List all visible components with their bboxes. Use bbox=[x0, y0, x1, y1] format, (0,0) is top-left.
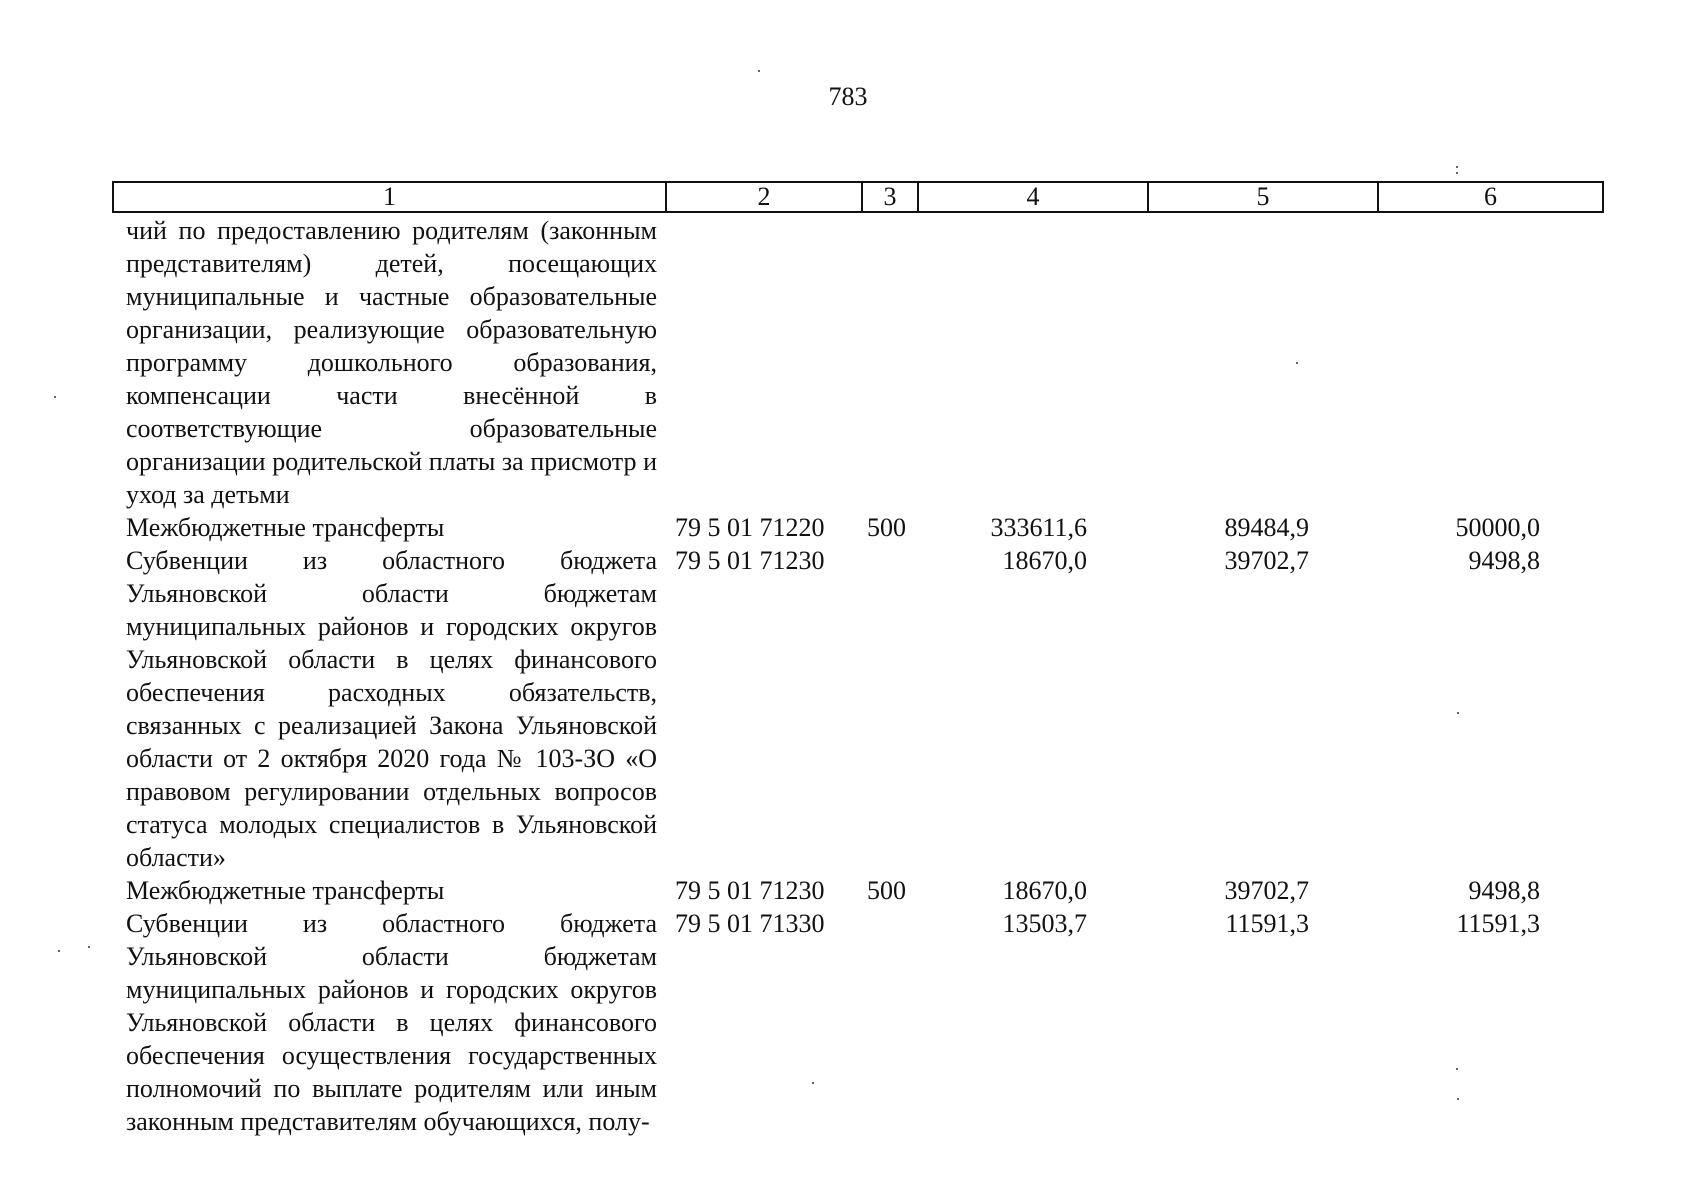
row-code: 79 5 01 71230 bbox=[675, 546, 825, 575]
table-row bbox=[112, 511, 1602, 544]
column-header-5: 5 bbox=[1148, 182, 1378, 212]
row-value-6: 9498,8 bbox=[1468, 546, 1540, 575]
scan-speck bbox=[1456, 1068, 1458, 1070]
row-name: Субвенции из областного бюджета Ульяновской области бюджетам муниципальных районов и городских округов Ульяновской области в целях финансового обеспечения расходных обязательств, связанных с реализацией Закона Ульяновской области от 2 октября 2020 года № 103-ЗО «О правовом регулировании отдельных вопросов статуса молодых специалистов в Ульяновской области» bbox=[126, 546, 657, 872]
row-vr bbox=[861, 907, 917, 1138]
table-header bbox=[112, 181, 1604, 213]
scan-speck bbox=[1457, 1098, 1459, 1100]
scan-speck bbox=[812, 1082, 814, 1084]
row-value-6 bbox=[1377, 214, 1602, 511]
budget-table bbox=[112, 214, 1602, 1138]
scan-speck bbox=[58, 950, 60, 952]
row-code: 79 5 01 71330 bbox=[675, 909, 825, 938]
row-vr bbox=[861, 544, 917, 874]
table-row bbox=[112, 874, 1602, 907]
row-name: чий по предоставлению родителям (законным представителям) детей, посещающих муниципальные и частные образовательные организации, реализующие образовательную программу дошкольного образования, компенсации части внесённой в соответствующие образовательные организации родительской платы за присмотр и уход за детьми bbox=[126, 216, 657, 509]
row-code: 79 5 01 71230 bbox=[675, 876, 825, 905]
row-code bbox=[665, 214, 861, 511]
scan-speck bbox=[1457, 712, 1459, 714]
column-header-1: 1 bbox=[113, 182, 666, 212]
row-value-5: 89484,9 bbox=[1224, 513, 1309, 542]
row-code: 79 5 01 71220 bbox=[675, 513, 825, 542]
scan-speck bbox=[54, 396, 56, 398]
row-value-5: 11591,3 bbox=[1225, 909, 1309, 938]
row-vr: 500 bbox=[867, 513, 906, 542]
table-row bbox=[112, 544, 1602, 874]
column-header-3: 3 bbox=[862, 182, 918, 212]
row-value-4: 18670,0 bbox=[1002, 876, 1087, 905]
scan-speck bbox=[758, 70, 760, 72]
scan-speck bbox=[1296, 362, 1298, 364]
scan-speck bbox=[1456, 166, 1458, 168]
column-header-2: 2 bbox=[666, 182, 862, 212]
column-header-4: 4 bbox=[918, 182, 1148, 212]
row-name: Субвенции из областного бюджета Ульяновской области бюджетам муниципальных районов и городских округов Ульяновской области в целях финансового обеспечения осуществления государственных полномочий по выплате родителям или иным законным представителям обучающихся, полу- bbox=[126, 909, 657, 1136]
row-vr bbox=[861, 214, 917, 511]
row-value-6: 9498,8 bbox=[1468, 876, 1540, 905]
page-number: 783 bbox=[828, 82, 868, 111]
row-value-4: 333611,6 bbox=[990, 513, 1087, 542]
row-value-4: 13503,7 bbox=[1002, 909, 1087, 938]
row-vr: 500 bbox=[867, 876, 906, 905]
scan-speck bbox=[1456, 172, 1458, 174]
row-value-5: 39702,7 bbox=[1224, 546, 1309, 575]
row-value-5 bbox=[1147, 214, 1377, 511]
row-value-6: 11591,3 bbox=[1456, 909, 1540, 938]
row-value-6: 50000,0 bbox=[1455, 513, 1540, 542]
table-row bbox=[112, 907, 1602, 1138]
row-name: Межбюджетные трансферты bbox=[126, 876, 445, 905]
row-value-4: 18670,0 bbox=[1002, 546, 1087, 575]
row-value-4 bbox=[917, 214, 1147, 511]
table-row bbox=[112, 214, 1602, 511]
scan-speck bbox=[88, 946, 90, 948]
column-header-6: 6 bbox=[1378, 182, 1603, 212]
row-name: Межбюджетные трансферты bbox=[126, 513, 445, 542]
row-value-5: 39702,7 bbox=[1224, 876, 1309, 905]
